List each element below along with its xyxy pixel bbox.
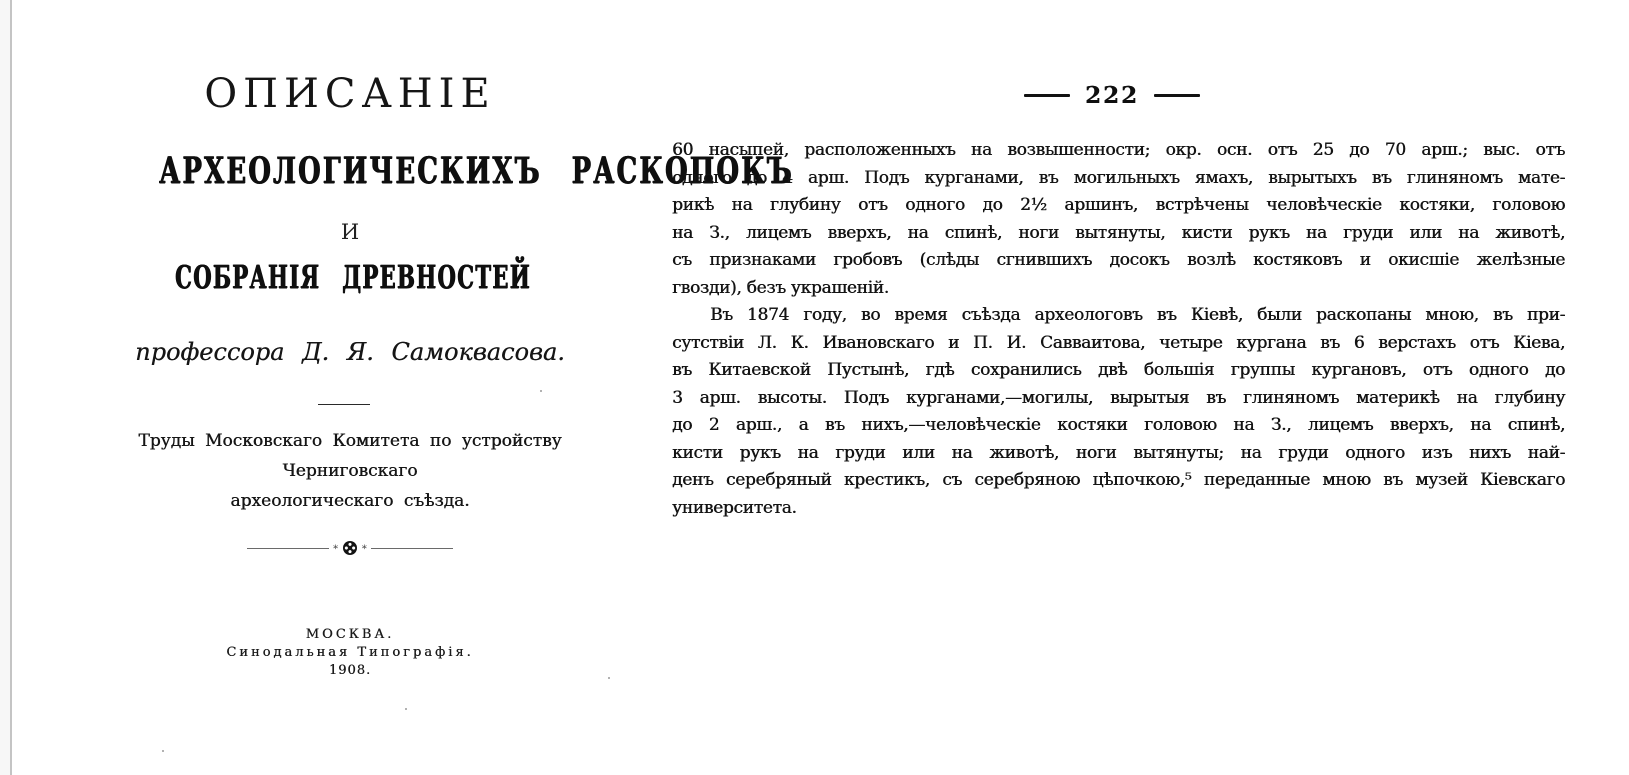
scan-edge-line [10,0,12,775]
committee-line2: археологическаго съѣзда. [230,491,470,511]
text-line: денъ серебряный крестикъ, съ серебряною цѣпочкою,⁵ переданные мною въ музей Кіевскаго [672,470,1565,490]
text-line: гвозди), безъ украшеній. [672,277,889,298]
text-line: 60 насыпей, расположенныхъ на возвышенности; окр. осн. отъ 25 до 70 арш.; выс. отъ [672,140,1565,160]
author-line: профессора Д. Я. Самоквасова. [135,338,565,366]
text-line: сутствіи Л. К. Ивановскаго и П. И. Савваитова, четыре кургана въ 6 верстахъ отъ Кіева, [672,332,1565,353]
divider-rule [318,404,370,405]
page-number-dash-left [1024,94,1070,97]
text-line: на З., лицемъ вверхъ, на спинѣ, ноги вытянуты, кисти рукъ на груди или на животѣ, [672,222,1565,243]
book-main-title: ОПИСАНІЕ [204,71,496,117]
text-line: до 2 арш., а въ нихъ,—человѣческіе костяки головою на З., лицемъ вверхъ, на спинѣ, [672,415,1565,435]
page-number-dash-right [1154,94,1200,97]
page-header [672,84,1552,107]
imprint-city: МОСКВА. [305,627,395,642]
text-line: кисти рукъ на груди или на животѣ, ноги вытянуты; на груди одного изъ нихъ най- [672,442,1565,463]
imprint-publisher: Синодальная Типографія. [226,645,474,660]
scan-speck [405,708,407,710]
ornament-spray-icon: ∗ [361,542,368,553]
scan-speck [608,677,610,679]
ornament-left-line [247,548,329,549]
text-line: Въ 1874 году, во время съѣзда археологовъ въ Кіевѣ, были раскопаны мною, въ при- [710,305,1565,325]
text-line: одного до 4 арш. Подъ курганами, въ могильныхъ ямахъ, вырытыхъ въ глиняномъ мате- [672,167,1565,188]
title-conjunction: И [340,220,360,244]
page-number: 222 [1084,82,1139,109]
rosette-divider-icon [85,540,615,556]
text-line: съ признаками гробовъ (слѣды сгнившихъ досокъ возлѣ костяковъ и окисшіе желѣзные [672,250,1565,270]
scan-edge-strip [0,0,10,775]
imprint-year: 1908. [328,663,372,678]
ornament-right-line [371,548,453,549]
book-subtitle-line1: АРХЕОЛОГИЧЕСКИХЪ РАСКОПОКЪ [159,150,794,192]
body-text [672,137,1565,522]
ornament-rosette-icon [343,541,357,555]
ornament-spray-icon: ∗ [332,542,339,553]
text-line: университета. [672,497,797,518]
text-line: въ Китаевской Пустынѣ, гдѣ сохранились двѣ большія группы кургановъ, отъ одного до [672,360,1565,380]
text-line: 3 арш. высоты. Подъ курганами,—могилы, вырытыя въ глиняномъ материкѣ на глубину [672,387,1565,408]
scan-speck [162,750,164,752]
imprint-block [85,626,615,680]
scan-speck [540,390,542,392]
book-subtitle-line2: СОБРАНІЯ ДРЕВНОСТЕЙ [175,258,532,296]
committee-note [70,426,630,516]
committee-line1: Труды Московскаго Комитета по устройству Черниговскаго [138,431,562,481]
text-line: рикѣ на глубину отъ одного до 2½ аршинъ, встрѣчены человѣческіе костяки, головою [672,195,1565,215]
